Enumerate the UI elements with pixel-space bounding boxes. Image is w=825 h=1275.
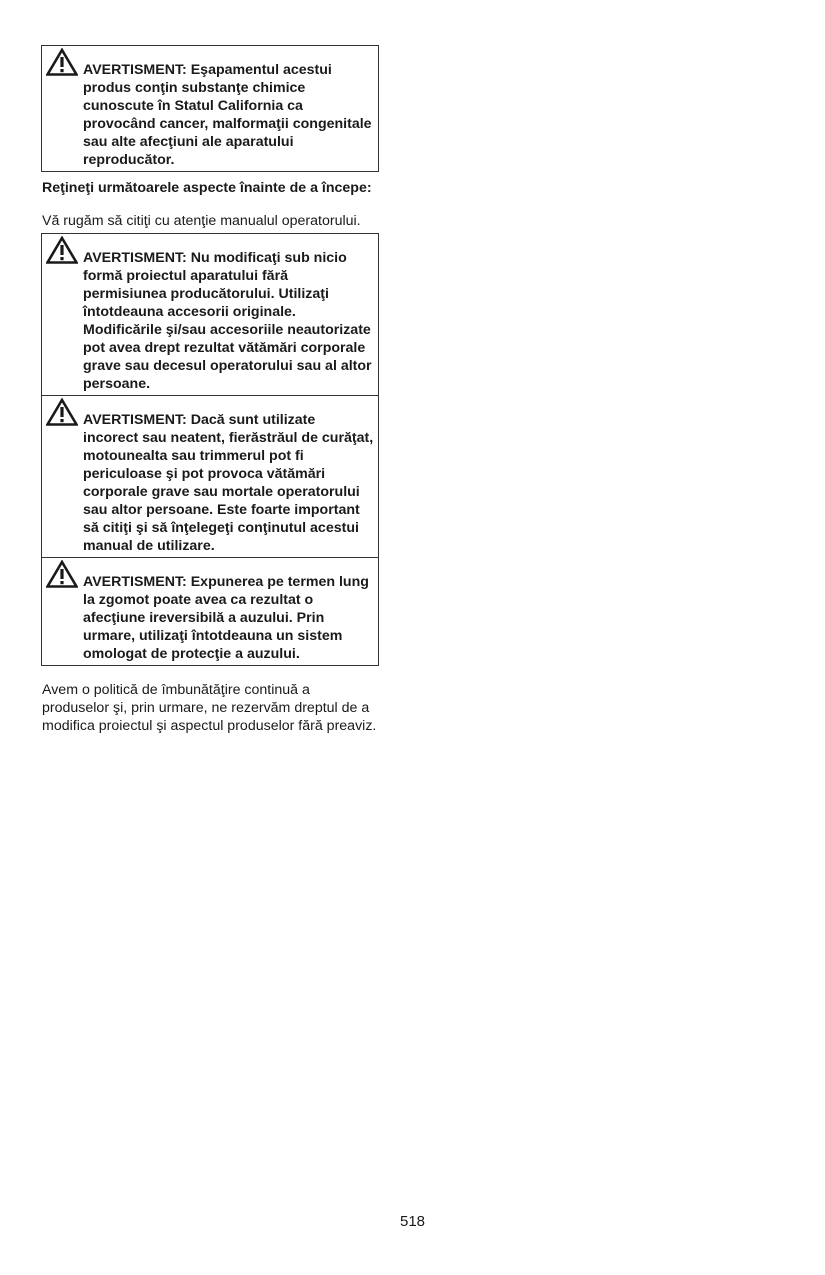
- warning-text: AVERTISMENT: Dacă sunt utilizate incorect sau neatent, fierăstrăul de curăţat, motounealta sau trimmerul pot fi periculoase şi pot provoca vătămări corporale grave sau mortale operatorului sau altor persoane. Este foarte important să citiţi şi să înţelegeţi conţinutul acestui manual de utilizare.: [83, 412, 374, 554]
- warning-triangle-icon: [46, 560, 78, 588]
- intro-paragraph: Vă rugăm să citiţi cu atenţie manualul operatorului.: [42, 213, 361, 229]
- warning-text: AVERTISMENT: Expunerea pe termen lung la zgomot poate avea ca rezultat o afecţiune ireversibilă a auzului. Prin urmare, utilizaţi întotdeauna un sistem omologat de protecţie a auzului.: [83, 574, 369, 662]
- warning-text: AVERTISMENT: Eşapamentul acestui produs conţin substanţe chimice cunoscute în Statul California ca provocând cancer, malformaţii congenitale sau alte afecţiuni ale aparatului reproducător.: [83, 62, 372, 168]
- warning-triangle-icon: [46, 48, 78, 76]
- warning-triangle-icon: [46, 398, 78, 426]
- warning-box-california: [41, 45, 379, 172]
- warning-triangle-icon: [46, 236, 78, 264]
- warning-block: [42, 557, 378, 665]
- section-heading: Reţineţi următoarele aspecte înainte de a începe:: [42, 180, 372, 196]
- warning-box-group: [41, 233, 379, 666]
- warning-block: [42, 234, 378, 395]
- warning-block: [42, 46, 378, 171]
- warning-block: [42, 395, 378, 557]
- closing-paragraph: Avem o politică de îmbunătăţire continuă a produselor şi, prin urmare, ne rezervăm dreptul de a modifica proiectul şi aspectul produselor fără preaviz.: [42, 682, 377, 734]
- text-column: [41, 45, 379, 738]
- warning-text: AVERTISMENT: Nu modificaţi sub nicio formă proiectul aparatului fără permisiunea producătorului. Utilizaţi întotdeauna accesorii originale. Modificările şi/sau accesoriile neautorizate pot avea drept rezultat vătămări corporale grave sau decesul operatorului sau al altor persoane.: [83, 250, 372, 392]
- page-number: 518: [399, 1213, 426, 1230]
